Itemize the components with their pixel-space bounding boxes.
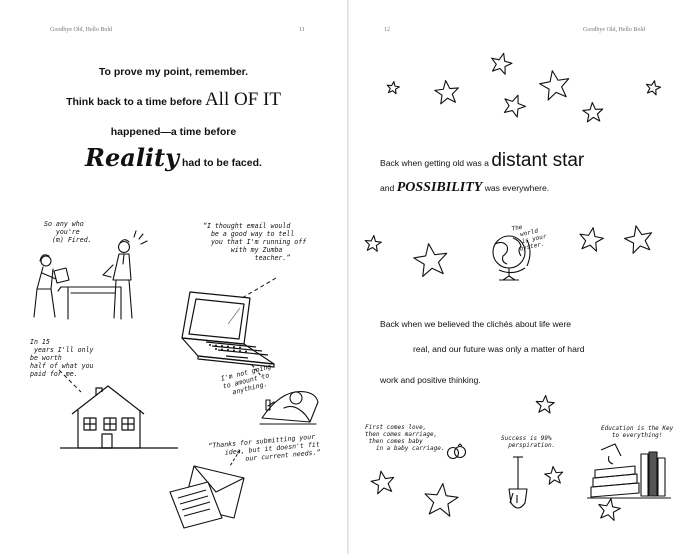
- office-firing-illustration: [16, 225, 156, 325]
- headline-line-3: happened—a time before: [110, 126, 237, 138]
- books-illustration: [591, 438, 671, 504]
- possibility-emphasis: POSSIBILITY: [396, 180, 483, 195]
- running-title-right: Goodbye Old, Hello Bold: [583, 27, 645, 33]
- speech-dash-laptop: [238, 276, 278, 300]
- paragraph-line-3: work and positive thinking.: [380, 375, 481, 385]
- page-number-right: 12: [384, 27, 390, 33]
- baby-bouncer-illustration: [254, 378, 324, 430]
- possibility-line-post: was everywhere.: [482, 183, 550, 193]
- caption-baby: I'm not going to amount to anything.: [220, 362, 273, 399]
- speech-dash-house: [55, 368, 85, 394]
- possibility-line-pre: and: [380, 183, 397, 193]
- caption-house: In 15 years I'll only be worth half of what you paid for me.: [30, 338, 94, 378]
- left-page: [0, 0, 347, 554]
- page-number-left: 11: [299, 27, 305, 33]
- caption-education: Education is the Key to everything!: [601, 425, 674, 439]
- headline-line-4-text: had to be faced.: [179, 157, 262, 169]
- paragraph-line-2: real, and our future was only a matter of hard: [413, 344, 585, 354]
- shovel-illustration: [505, 455, 531, 515]
- caption-success: Success is 99% perspiration.: [501, 435, 556, 449]
- reality-emphasis: Reality: [85, 143, 180, 172]
- distant-star-emphasis: distant star: [491, 150, 585, 171]
- all-of-it-emphasis: All OF IT: [204, 89, 281, 110]
- speech-dash-letter: [228, 448, 242, 468]
- right-page: [349, 0, 697, 554]
- distant-star-line-text: Back when getting old was a: [380, 158, 492, 168]
- headline-line-2-text: Think back to a time before: [66, 96, 205, 108]
- caption-fired: So any who you're (m) Fired.: [44, 220, 92, 244]
- paragraph-line-1: Back when we believed the clichés about life were: [380, 319, 572, 329]
- headline-line-2: [0, 89, 347, 111]
- headline-line-4: [0, 143, 347, 172]
- caption-email: “I thought email would be a good way to tell you that I'm running off with my Zumba teacher.”: [203, 222, 307, 262]
- caption-globe: The world is your oyster.: [511, 223, 548, 254]
- speech-dash-baby: [250, 363, 264, 379]
- running-title-left: Goodbye Old, Hello Bold: [50, 27, 112, 33]
- possibility-line: [380, 180, 549, 196]
- wedding-rings-icon: [445, 443, 469, 461]
- caption-love: First comes love, then comes marriage, then comes baby in a baby carriage.: [365, 424, 445, 452]
- distant-star-line: [380, 150, 584, 172]
- rejection-letter-illustration: [164, 462, 250, 530]
- caption-letter: “Thanks for submitting your idea, but it doesn't fit our current needs.”: [208, 432, 321, 466]
- headline-line-1: To prove my point, remember.: [98, 66, 249, 78]
